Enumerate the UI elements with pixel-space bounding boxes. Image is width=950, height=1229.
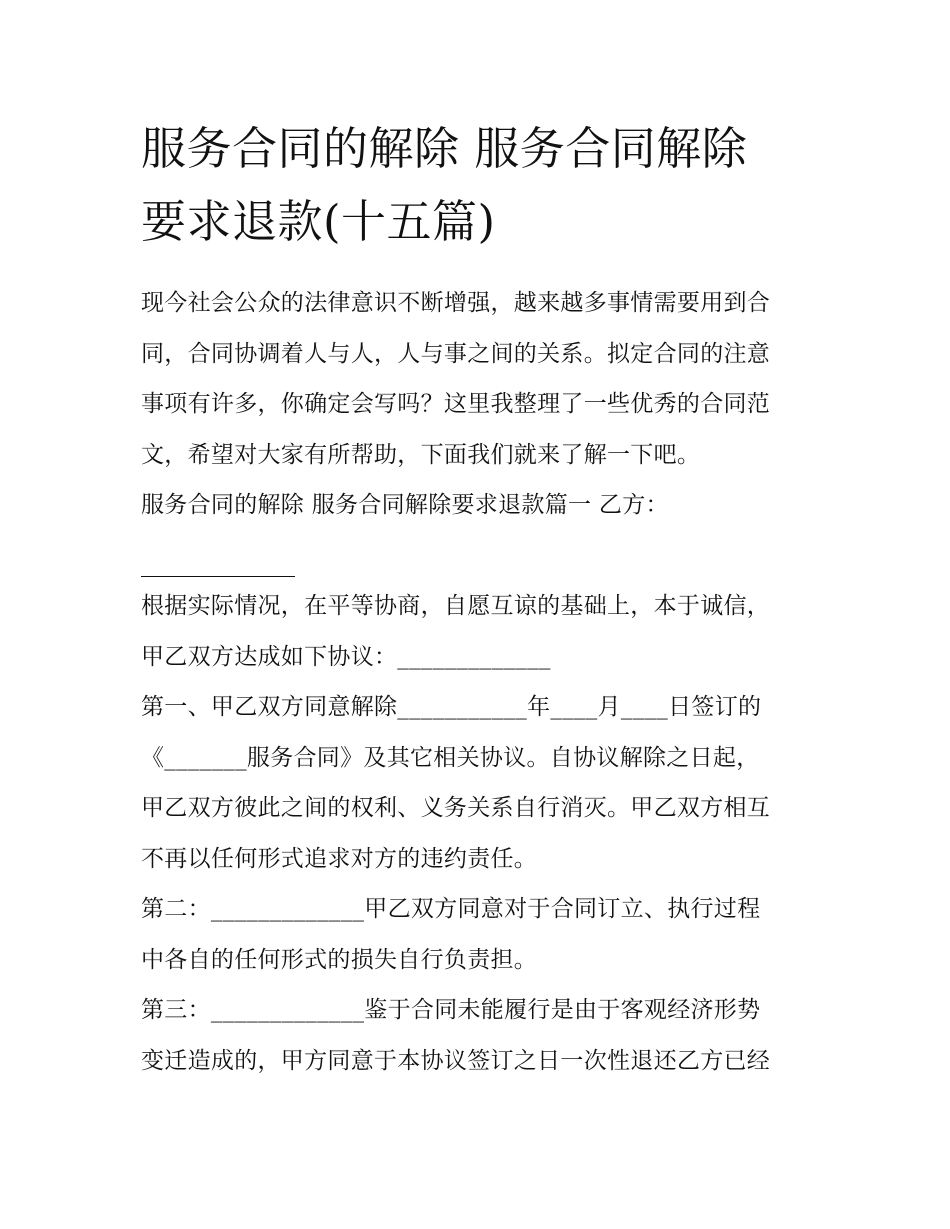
document-body bbox=[141, 278, 821, 1086]
body-line: 第三：_____________鉴于合同未能履行是由于客观经济形势 bbox=[141, 997, 761, 1023]
body-line: 根据实际情况，在平等协商，自愿互谅的基础上，本于诚信， bbox=[141, 593, 771, 619]
title-line: 服务合同的解除 服务合同解除 bbox=[141, 122, 748, 175]
blank-underline bbox=[141, 576, 295, 577]
document-content bbox=[141, 112, 821, 1086]
body-line: 中各自的任何形式的损失自行负责担。 bbox=[141, 946, 538, 973]
signature-blank-line bbox=[141, 531, 821, 582]
body-line: 第一、甲乙双方同意解除___________年____月____日签订的 bbox=[141, 694, 762, 720]
body-line: 服务合同的解除 服务合同解除要求退款篇一 乙方： bbox=[141, 492, 669, 518]
body-line: 文，希望对大家有所帮助，下面我们就来了解一下吧。 bbox=[141, 441, 701, 468]
title-line: 要求退款(十五篇) bbox=[141, 195, 496, 248]
body-line: 现今社会公众的法律意识不断增强，越来越多事情需要用到合 bbox=[141, 290, 771, 316]
body-line: 甲乙双方达成如下协议：_____________ bbox=[141, 643, 551, 670]
document-title bbox=[141, 112, 821, 258]
body-line: 不再以任何形式追求对方的违约责任。 bbox=[141, 845, 538, 872]
body-line: 变迁造成的，甲方同意于本协议签订之日一次性退还乙方已经 bbox=[141, 1047, 771, 1074]
body-line: 第二：_____________甲乙双方同意对于合同订立、执行过程 bbox=[141, 896, 761, 922]
body-line: 《_______服务合同》及其它相关协议。自协议解除之日起， bbox=[141, 744, 760, 771]
body-line: 事项有许多，你确定会写吗？这里我整理了一些优秀的合同范 bbox=[141, 391, 771, 417]
body-line: 同，合同协调着人与人，人与事之间的关系。拟定合同的注意 bbox=[141, 340, 771, 367]
body-line: 甲乙双方彼此之间的权利、义务关系自行消灭。甲乙双方相互 bbox=[141, 795, 771, 821]
